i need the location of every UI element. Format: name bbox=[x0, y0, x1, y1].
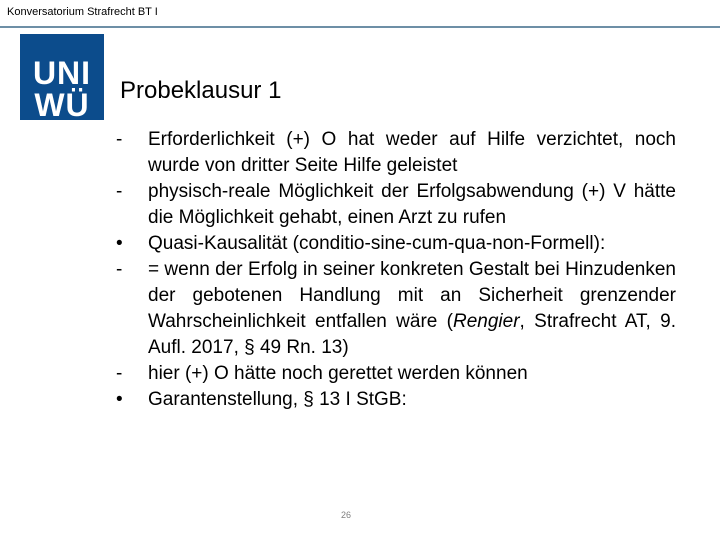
list-marker: - bbox=[116, 363, 123, 384]
header-divider bbox=[0, 26, 720, 28]
course-header: Konversatorium Strafrecht BT I bbox=[7, 6, 158, 18]
bullet-marker: • bbox=[116, 233, 123, 254]
list-item bbox=[116, 231, 676, 257]
slide-content bbox=[116, 127, 676, 413]
logo-text-line2: WÜ bbox=[34, 87, 90, 123]
list-item-text: Quasi-Kausalität (conditio-sine-cum-qua-non-Formell): bbox=[148, 233, 606, 254]
list-item bbox=[116, 361, 676, 387]
list-marker: - bbox=[116, 129, 123, 150]
list-item-text: Garantenstellung, § 13 I StGB: bbox=[148, 389, 407, 410]
list-marker: - bbox=[116, 181, 123, 202]
list-item-text-after: , Strafrecht AT, 9. Aufl. 2017, § 49 Rn. 13) bbox=[148, 311, 676, 358]
list-item bbox=[116, 387, 676, 413]
list-item-text-before: = wenn der Erfolg in seiner konkreten Gestalt bei Hinzudenken der gebotenen Handlung mit an Sicherheit grenzender Wahrscheinlichkeit entfallen wäre ( bbox=[148, 259, 676, 332]
list-item bbox=[116, 257, 676, 361]
list-item-text: physisch-reale Möglichkeit der Erfolgsabwendung (+) V hätte die Möglichkeit gehabt, einen Arzt zu rufen bbox=[148, 181, 676, 228]
list-marker: - bbox=[116, 259, 123, 280]
list-item bbox=[116, 179, 676, 231]
cited-author: Rengier bbox=[453, 311, 520, 332]
page-number: 26 bbox=[341, 510, 352, 520]
list-item-text: Erforderlichkeit (+) O hat weder auf Hilfe verzichtet, noch wurde von dritter Seite Hilfe geleistet bbox=[148, 129, 676, 176]
slide-title: Probeklausur 1 bbox=[120, 77, 282, 104]
university-logo bbox=[20, 34, 104, 123]
list-item-text: hier (+) O hätte noch gerettet werden können bbox=[148, 363, 528, 384]
logo-text-line1: UNI bbox=[32, 55, 92, 91]
bullet-marker: • bbox=[116, 389, 123, 410]
list-item bbox=[116, 127, 676, 179]
